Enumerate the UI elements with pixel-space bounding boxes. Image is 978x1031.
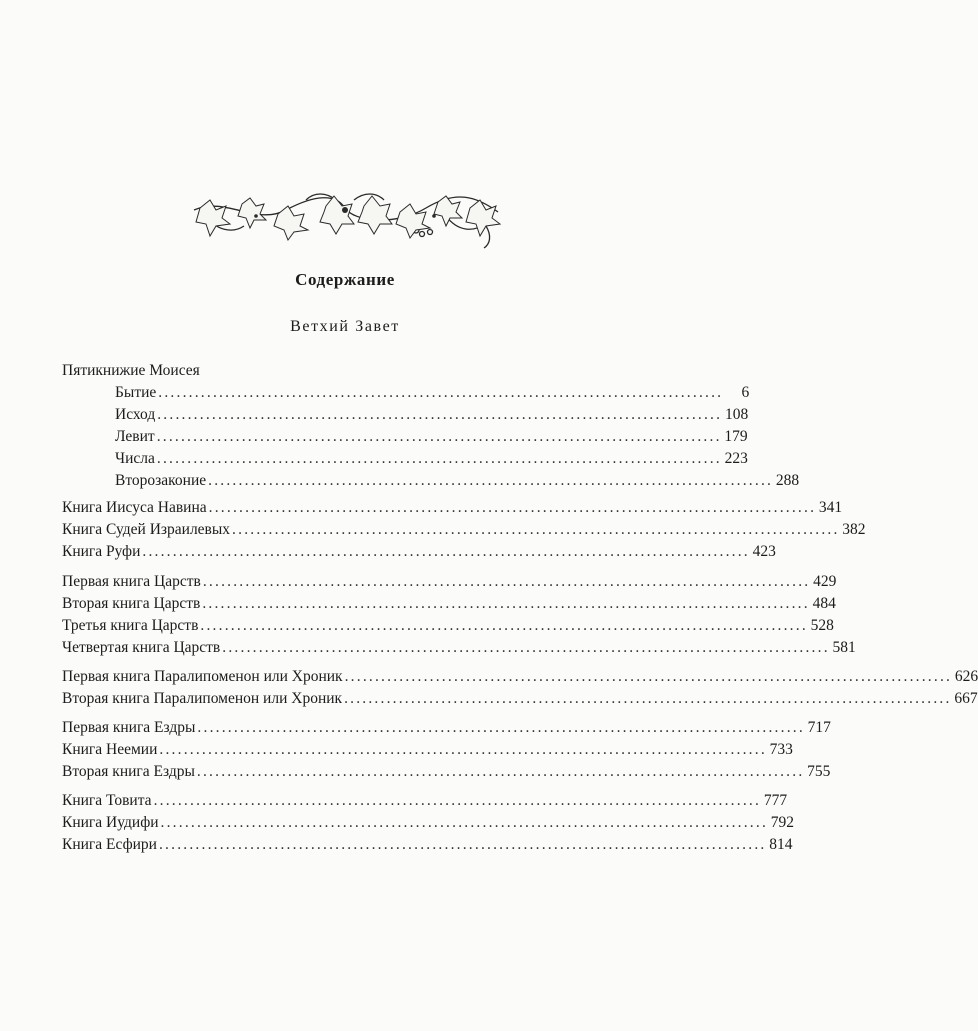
leader-dots: .................................................................................................... <box>159 741 767 758</box>
toc-entry-label: Первая книга Царств <box>62 573 201 590</box>
toc-entry-page: 223 <box>724 450 748 467</box>
toc-entry-page: 717 <box>807 719 831 736</box>
leader-dots: ............................................................................................. <box>158 384 724 401</box>
toc-entry-label: Вторая книга Царств <box>62 595 201 612</box>
toc-entry[interactable] <box>62 571 837 593</box>
section-title: Ветхий Завет <box>290 318 400 335</box>
toc-entry-label: Исход <box>115 406 156 423</box>
toc-entry[interactable] <box>62 739 793 761</box>
leader-dots: .................................................................................................... <box>202 573 811 590</box>
toc-entry[interactable] <box>62 615 834 637</box>
leader-dots: .................................................................................................... <box>142 543 750 560</box>
toc-entry[interactable] <box>62 761 831 783</box>
leader-dots: .................................................................................................... <box>208 499 817 516</box>
leader-dots: ............................................................................................. <box>157 406 723 423</box>
toc-entry-page: 733 <box>769 741 793 758</box>
toc-entry[interactable] <box>62 812 795 834</box>
toc-entry-label: Второзаконие <box>115 472 207 489</box>
leader-dots: .................................................................................................... <box>160 814 769 831</box>
toc-entry-page: 382 <box>842 521 866 538</box>
toc-entry-page: 6 <box>741 384 750 401</box>
toc-entry-label: Первая книга Ездры <box>62 719 196 736</box>
toc-entry-page: 108 <box>724 406 749 423</box>
toc-entry-page: 755 <box>807 763 831 780</box>
toc-entry-label: Книга Судей Израилевых <box>62 521 231 538</box>
group-title: Пятикнижие Моисея <box>62 362 200 379</box>
toc-entry[interactable] <box>62 790 788 812</box>
toc-entry-label: Четвертая книга Царств <box>62 639 221 656</box>
toc-entry[interactable] <box>115 404 749 426</box>
toc-entry-label: Левит <box>115 428 155 445</box>
toc-entry-label: Числа <box>115 450 155 467</box>
toc-entry-page: 179 <box>724 428 748 445</box>
toc-entry-page: 341 <box>818 499 843 516</box>
toc-entry[interactable] <box>115 382 750 404</box>
toc-entry[interactable] <box>62 637 856 659</box>
toc-entry-page: 528 <box>810 617 834 634</box>
leader-dots: .................................................................................................... <box>222 639 830 656</box>
toc-entry[interactable] <box>115 470 800 492</box>
leader-dots: .................................................................................................... <box>200 617 808 634</box>
leader-dots: .................................................................................................... <box>196 763 805 780</box>
toc-entry[interactable] <box>62 519 866 541</box>
toc-entry-page: 626 <box>954 668 978 685</box>
toc-entry[interactable] <box>62 688 978 710</box>
leader-dots: .................................................................................................... <box>158 836 767 853</box>
toc-entry[interactable] <box>62 593 836 615</box>
toc-entry[interactable] <box>62 834 793 856</box>
toc-entry-label: Книга Иудифи <box>62 814 159 831</box>
toc-entry[interactable] <box>62 541 776 563</box>
toc-entry-page: 288 <box>775 472 800 489</box>
toc-entry-label: Первая книга Паралипоменон или Хроник <box>62 668 343 685</box>
toc-entry-page: 777 <box>763 792 788 809</box>
leader-dots: ............................................................................................. <box>208 472 774 489</box>
toc-entry-label: Вторая книга Ездры <box>62 763 195 780</box>
toc-entry[interactable] <box>62 497 843 519</box>
leader-dots: .................................................................................................... <box>153 792 762 809</box>
toc-entry[interactable] <box>115 426 748 448</box>
leader-dots: .................................................................................................... <box>344 690 952 707</box>
toc-entry-page: 667 <box>954 690 978 707</box>
toc-entry[interactable] <box>62 717 831 739</box>
leader-dots: .................................................................................................... <box>344 668 953 685</box>
toc-entry-page: 814 <box>769 836 793 853</box>
toc-entry-label: Книга Иисуса Навина <box>62 499 207 516</box>
toc-entry-label: Книга Товита <box>62 792 152 809</box>
toc-entry-page: 423 <box>752 543 776 560</box>
toc-entry-label: Книга Неемии <box>62 741 158 758</box>
toc-entry-page: 792 <box>770 814 795 831</box>
leader-dots: .................................................................................................... <box>232 521 840 538</box>
vine-ornament-icon <box>186 186 504 252</box>
toc-entry-label: Бытие <box>115 384 157 401</box>
toc-entry-page: 581 <box>832 639 856 656</box>
leader-dots: ............................................................................................. <box>156 450 722 467</box>
toc-entry-label: Третья книга Царств <box>62 617 199 634</box>
leader-dots: .................................................................................................... <box>197 719 805 736</box>
page-title: Содержание <box>295 270 395 289</box>
toc-entry-page: 429 <box>813 573 837 590</box>
toc-entry-label: Книга Есфири <box>62 836 157 853</box>
toc-entry[interactable] <box>62 666 978 688</box>
leader-dots: .................................................................................................... <box>202 595 810 612</box>
toc-entry-label: Книга Руфи <box>62 543 141 560</box>
toc-entry-label: Вторая книга Паралипоменон или Хроник <box>62 690 343 707</box>
leader-dots: ............................................................................................. <box>156 428 722 445</box>
toc-entry[interactable] <box>115 448 748 470</box>
toc-entry-page: 484 <box>812 595 836 612</box>
